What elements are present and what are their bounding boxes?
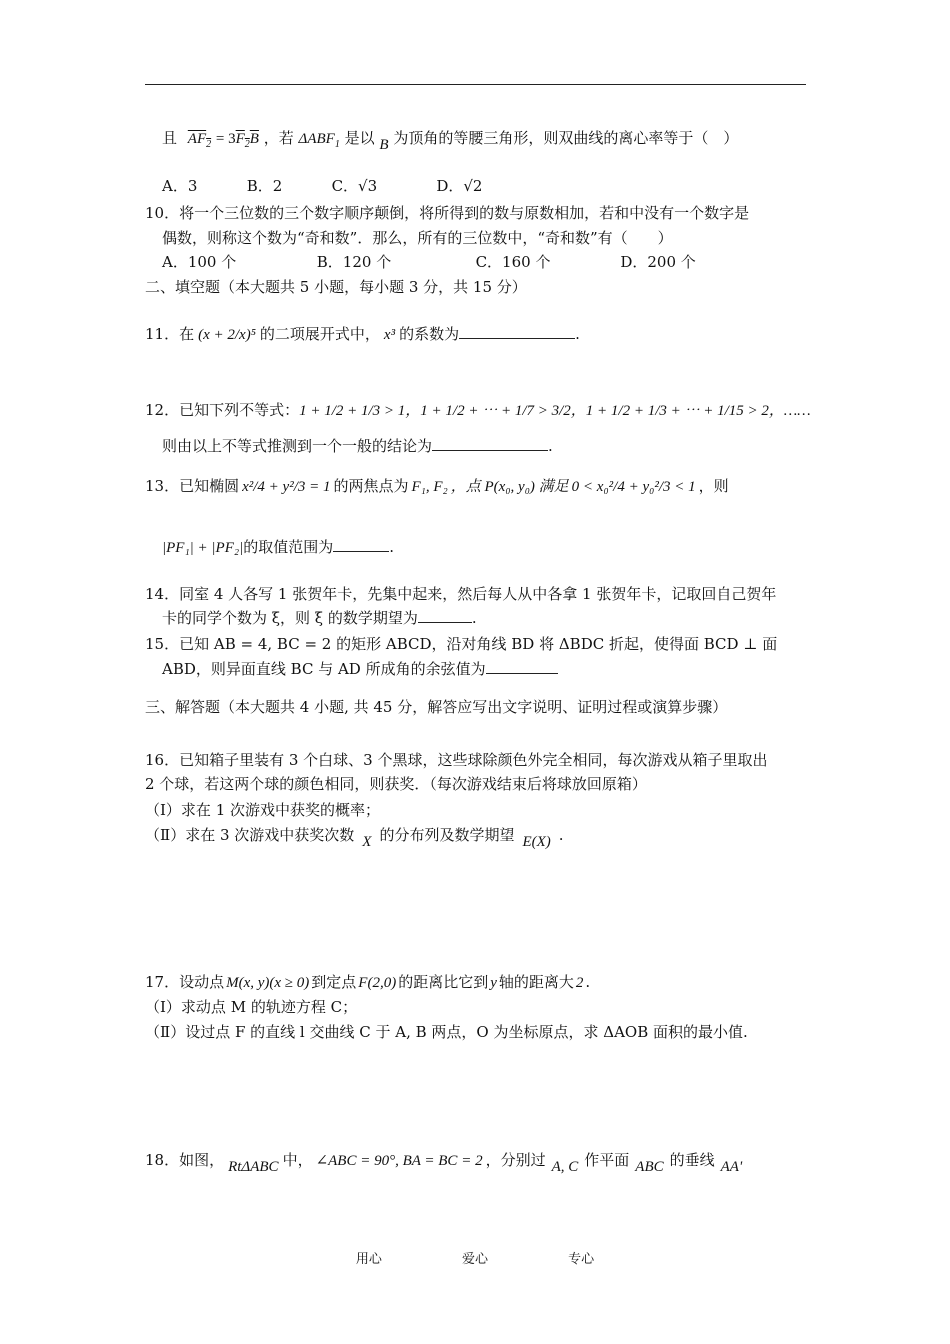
q18-line1: 18．如图， RtΔABC 中， ∠ABC = 90°, BA = BC = 2 ，分别过 A, C 作平面 ABC 的垂线 AA' — [145, 1151, 743, 1175]
q9-option-d: D．√2 — [436, 177, 483, 195]
footer-item-2: 爱心 — [461, 1252, 488, 1267]
q16-part2: （Ⅱ）求在 3 次游戏中获奖次数 X 的分布列及数学期望 E(X) . — [145, 826, 564, 850]
q13-line2: |PF₁| + |PF₂|的取值范围为 . — [162, 538, 394, 556]
q12-line2: 则由以上不等式推测到一个一般的结论为 . — [162, 437, 553, 455]
q10-line1: 10．将一个三位数的三个数字顺序颠倒，将所得到的数与原数相加，若和中没有一个数字是 — [145, 204, 750, 222]
q11-expr: (x + 2/x)⁵ — [198, 327, 256, 343]
q17-line1: 17．设动点 M(x, y)(x ≥ 0) 到定点 F(2,0) 的距离比它到 y 轴的距离大 2 . — [145, 973, 591, 991]
q14-line1: 14．同室 4 人各写 1 张贺年卡，先集中起来，然后每人从中各拿 1 张贺年卡，记取回自己贺年 — [145, 585, 777, 603]
q15-answer-blank[interactable] — [486, 659, 558, 674]
q16-part1: （Ⅰ）求在 1 次游戏中获奖的概率； — [145, 801, 381, 819]
footer-item-3: 专心 — [568, 1252, 595, 1267]
section-2-heading: 二、填空题（本大题共 5 小题，每小题 3 分，共 15 分） — [145, 278, 527, 296]
q10-option-d: D．200 个 — [620, 253, 696, 271]
q9-option-b: B．2 — [246, 177, 283, 195]
section-3-heading: 三、解答题（本大题共 4 小题, 共 45 分，解答应写出文字说明、证明过程或演算步骤） — [145, 698, 728, 716]
q17-part1: （Ⅰ）求动点 M 的轨迹方程 C； — [145, 998, 358, 1016]
q10-option-c: C．160 个 — [475, 253, 551, 271]
q15-line1: 15．已知 AB = 4, BC = 2 的矩形 ABCD，沿对角线 BD 将 ΔBDC 折起，使得面 BCD ⊥ 面 — [145, 635, 778, 653]
q12-line1: 12．已知下列不等式：1 + 1/2 + 1/3 > 1，1 + 1/2 + ⋯ + 1/7 > 3/2，1 + 1/2 + 1/3 + ⋯ + 1/15 > 2，…… — [145, 401, 811, 419]
q10-line2: 偶数，则称这个数为“奇和数”．那么，所有的三位数中，“奇和数”有（ ） — [162, 229, 673, 247]
q14-line2: 卡的同学个数为 ξ，则 ξ 的数学期望为 . — [162, 609, 477, 627]
header-rule — [145, 84, 806, 85]
q14-answer-blank[interactable] — [418, 608, 472, 623]
q10-option-a: A．100 个 — [162, 253, 237, 271]
q16-line2: 2 个球，若这两个球的颜色相同，则获奖．（每次游戏结束后将球放回原箱） — [145, 775, 647, 793]
q11: 11．在 (x + 2/x)⁵ 的二项展开式中， x³ 的系数为 . — [145, 325, 580, 343]
page-footer — [0, 1248, 950, 1267]
q15-line2: ABD，则异面直线 BC 与 AD 所成角的余弦值为 — [162, 659, 558, 679]
footer-item-1: 用心 — [355, 1252, 382, 1267]
q13-condition: 0 < x₀²/4 + y₀²/3 < 1 — [571, 479, 696, 495]
q17-part2: （Ⅱ）设过点 F 的直线 l 交曲线 C 于 A, B 两点，O 为坐标原点，求 ΔAOB 面积的最小值. — [145, 1023, 748, 1041]
q11-answer-blank[interactable] — [459, 324, 575, 339]
q12-inequalities: 1 + 1/2 + 1/3 > 1，1 + 1/2 + ⋯ + 1/7 > 3/2，1 + 1/2 + 1/3 + ⋯ + 1/15 > 2，…… — [299, 403, 811, 419]
q16-line1: 16．已知箱子里装有 3 个白球、3 个黑球，这些球除颜色外完全相同，每次游戏从箱子里取出 — [145, 751, 768, 769]
q10-options — [162, 252, 696, 272]
q13-answer-blank[interactable] — [333, 537, 389, 552]
q12-answer-blank[interactable] — [432, 436, 548, 451]
q10-option-b: B．120 个 — [316, 253, 392, 271]
q13-ellipse: x²/4 + y²/3 = 1 — [242, 479, 331, 495]
q9-option-a: A．3 — [162, 177, 198, 195]
q9-options — [162, 176, 482, 196]
q9-stem: 且 $AF_2 = 3F_2B$ ，若 $\Delta ABF_1$ 是以 B 为顶角的等腰三角形，则双曲线的离心率等于（ ） — [162, 129, 739, 153]
q9-option-c: C．√3 — [331, 177, 378, 195]
q13-line1: 13．已知椭圆 x²/4 + y²/3 = 1 的两焦点为 F₁, F₂ ，点 P(x₀, y₀) 满足 0 < x₀²/4 + y₀²/3 < 1 ，则 — [145, 477, 729, 495]
